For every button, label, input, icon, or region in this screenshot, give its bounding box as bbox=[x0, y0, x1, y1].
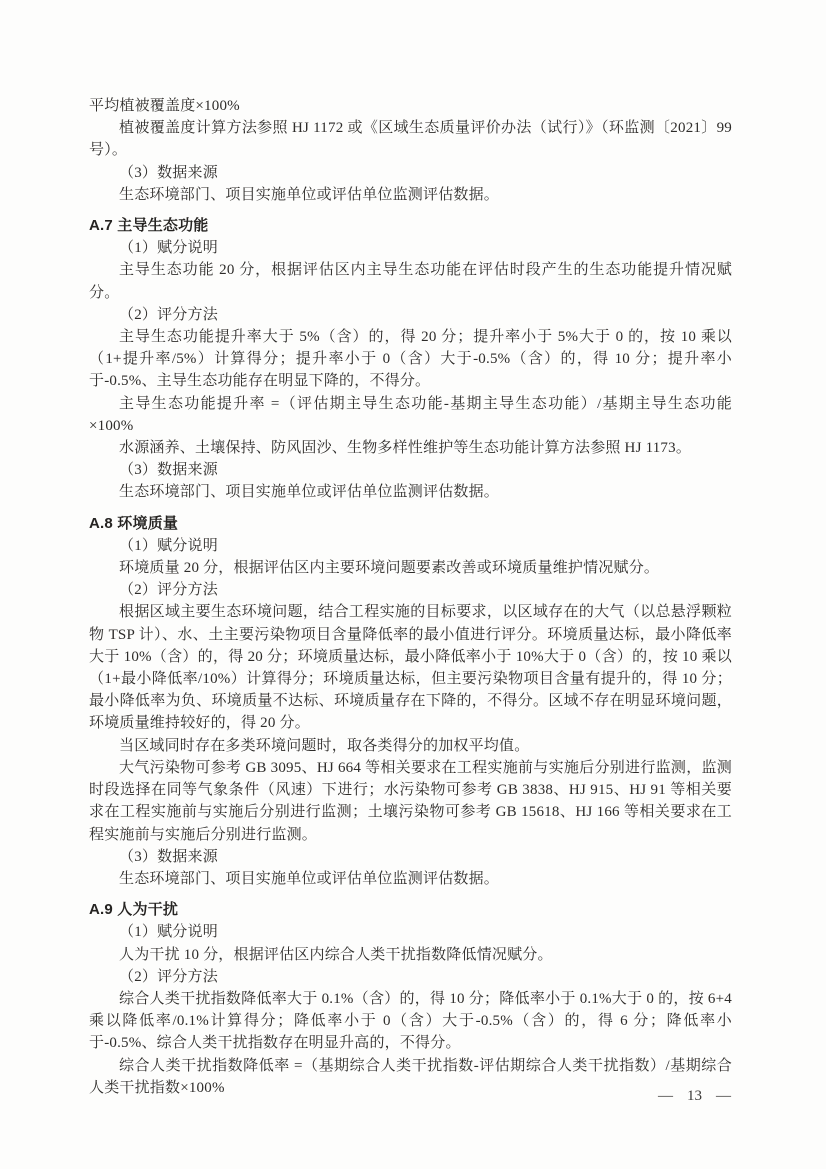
page-body bbox=[89, 95, 732, 1099]
paragraph-scoring-note-label: （1）赋分说明 bbox=[119, 924, 218, 941]
paragraph: 生态环境部门、项目实施单位或评估单位监测评估数据。 bbox=[119, 186, 500, 203]
footer-dash-left: — bbox=[658, 1088, 673, 1104]
paragraph-data-source-label: （3）数据来源 bbox=[119, 164, 218, 181]
paragraph-scoring-note-label: （1）赋分说明 bbox=[119, 537, 218, 554]
paragraph-scoring-note-label: （1）赋分说明 bbox=[119, 240, 218, 257]
paragraph: 主导生态功能 20 分，根据评估区内主导生态功能在评估时段产生的生态功能提升情况赋分。 bbox=[89, 262, 732, 301]
paragraph: 植被覆盖度计算方法参照 HJ 1172 或《区域生态质量评价办法（试行）》（环监测〔2021〕99号）。 bbox=[89, 120, 732, 159]
paragraph-scoring-method-label: （2）评分方法 bbox=[119, 306, 218, 323]
paragraph: 人为干扰 10 分，根据评估区内综合人类干扰指数降低情况赋分。 bbox=[119, 946, 553, 963]
section-heading-a7: A.7 主导生态功能 bbox=[89, 217, 209, 235]
paragraph-data-source-label: （3）数据来源 bbox=[119, 848, 218, 865]
paragraph: 生态环境部门、项目实施单位或评估单位监测评估数据。 bbox=[119, 870, 500, 887]
paragraph: 当区域同时存在多类环境问题时，取各类得分的加权平均值。 bbox=[119, 737, 530, 754]
paragraph: 大气污染物可参考 GB 3095、HJ 664 等相关要求在工程实施前与实施后分别进行监测，监测时段选择在同等气象条件（风速）下进行；水污染物可参考 GB 3838、HJ 915、HJ 91 等相关要求在工程实施前与实施后分别进行监测；土壤污染物可参考 GB 15618、HJ 166 等相关要求在工程实施前与实施后分别进行监测。 bbox=[89, 759, 732, 843]
paragraph: 生态环境部门、项目实施单位或评估单位监测评估数据。 bbox=[119, 484, 500, 501]
section-heading-a8: A.8 环境质量 bbox=[89, 514, 179, 532]
paragraph: 水源涵养、土壤保持、防风固沙、生物多样性维护等生态功能计算方法参照 HJ 1173。 bbox=[119, 440, 692, 457]
paragraph: 根据区域主要生态环境问题，结合工程实施的目标要求，以区域存在的大气（以总悬浮颗粒物 TSP 计）、水、土主要污染物项目含量降低率的最小值进行评分。环境质量达标，最小降低率大于 10%（含）的，得 20 分；环境质量达标，最小降低率小于 10%大于 0（含）的，按 10 乘以（1+最小降低率/10%）计算得分；环境质量达标，但主要污染物项目含量有提升的，得 10 分；最小降低率为负、环境质量不达标、环境质量存在下降的，不得分。区域不存在明显环境问题，环境质量维持较好的，得 20 分。 bbox=[89, 604, 732, 732]
paragraph: 主导生态功能提升率大于 5%（含）的，得 20 分；提升率小于 5%大于 0 的，按 10 乘以（1+提升率/5%）计算得分；提升率小于 0（含）大于-0.5%（含）的，得 10 分；提升率小于-0.5%、主导生态功能存在明显下降的，不得分。 bbox=[89, 329, 732, 390]
paragraph-data-source-label: （3）数据来源 bbox=[119, 462, 218, 479]
section-heading-a9: A.9 人为干扰 bbox=[89, 901, 179, 919]
page-footer bbox=[658, 1088, 731, 1105]
formula-continuation-line: 平均植被覆盖度×100% bbox=[89, 98, 240, 114]
paragraph-scoring-method-label: （2）评分方法 bbox=[119, 968, 218, 985]
paragraph: 环境质量 20 分，根据评估区内主要环境问题要素改善或环境质量维护情况赋分。 bbox=[119, 560, 660, 577]
formula-line: 主导生态功能提升率 =（评估期主导生态功能-基期主导生态功能）/基期主导生态功能×100% bbox=[89, 395, 732, 434]
paragraph: 综合人类干扰指数降低率大于 0.1%（含）的，得 10 分；降低率小于 0.1%大于 0 的，按 6+4 乘以降低率/0.1%计算得分；降低率小于 0（含）大于-0.5%（含）的，得 6 分；降低率小于-0.5%、综合人类干扰指数存在明显升高的，不得分。 bbox=[89, 990, 732, 1052]
page-number: 13 bbox=[687, 1088, 702, 1104]
formula-line: 综合人类干扰指数降低率 =（基期综合人类干扰指数-评估期综合人类干扰指数）/基期综合人类干扰指数×100% bbox=[89, 1057, 732, 1096]
paragraph-scoring-method-label: （2）评分方法 bbox=[119, 582, 218, 599]
footer-dash-right: — bbox=[716, 1088, 731, 1104]
